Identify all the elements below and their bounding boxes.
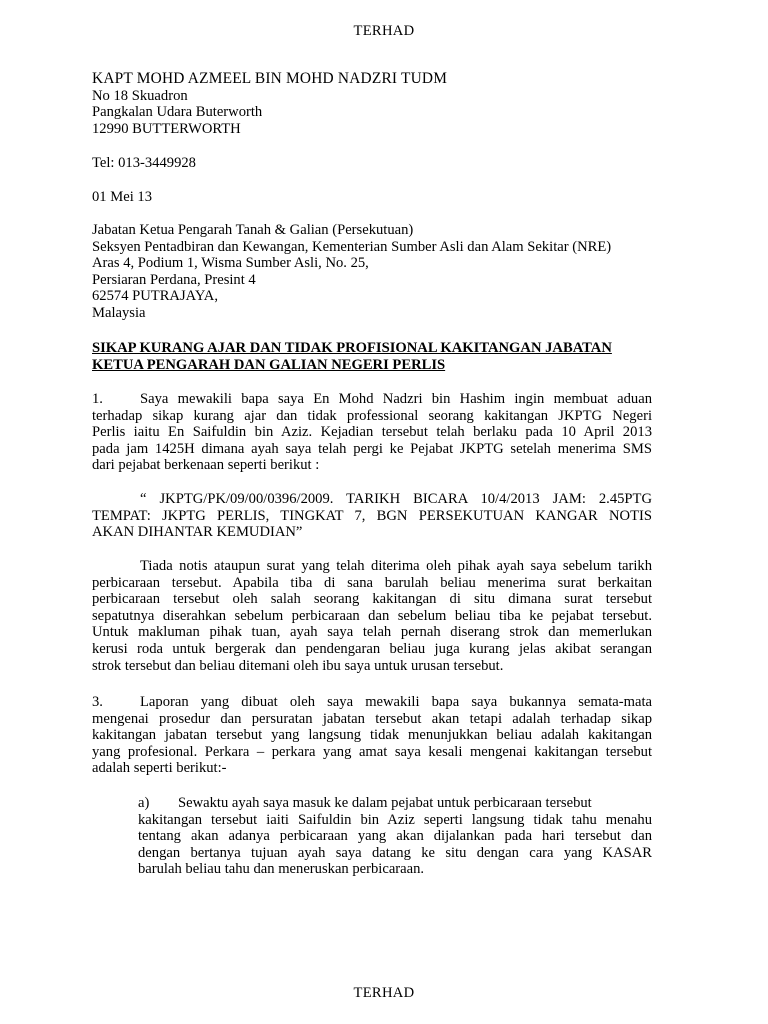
quote-line: AKAN DIHANTAR KEMUDIAN” bbox=[92, 524, 303, 541]
paragraph-first-line bbox=[92, 694, 652, 711]
sender-name: KAPT MOHD AZMEEL BIN MOHD NADZRI TUDM bbox=[92, 70, 448, 87]
item-line: barulah beliau tahu dan meneruskan perbicaraan. bbox=[138, 861, 425, 878]
item-text: Sewaktu ayah saya masuk ke dalam pejabat untuk perbicaraan tersebut bbox=[178, 795, 592, 811]
paragraph-line: perbicaraan tersebut. Apabila tiba di sana barulah beliau menerima surat berkaitan bbox=[92, 574, 652, 591]
paragraph-line: Untuk makluman pihak tuan, ayah saya telah pernah diserang strok dan memerlukan bbox=[92, 624, 652, 641]
paragraph-number: 3. bbox=[92, 694, 103, 710]
recipient-line: Seksyen Pentadbiran dan Kewangan, Kementerian Sumber Asli dan Alam Sekitar (NRE) bbox=[92, 238, 612, 255]
sender-line: No 18 Skuadron bbox=[92, 87, 188, 104]
item-line: dengan bertanya tujuan ayah saya datang ke situ dengan cara yang KASAR bbox=[138, 844, 652, 861]
paragraph-first-line bbox=[92, 391, 652, 408]
paragraph-3 bbox=[92, 694, 652, 777]
sender-line: Pangkalan Udara Buterworth bbox=[92, 104, 263, 121]
paragraph-line: adalah seperti berikut:- bbox=[92, 760, 227, 777]
recipient-address bbox=[92, 222, 652, 322]
paragraph-line: Perlis iaitu En Saifuldin bin Aziz. Kejadian tersebut telah berlaku pada 10 April 2013 bbox=[92, 424, 652, 441]
item-line: kakitangan tersebut iaiti Saifuldin bin Aziz seperti langsung tidak tahu menahu bbox=[138, 811, 652, 828]
paragraph-2 bbox=[92, 558, 652, 674]
recipient-line: Persiaran Perdana, Presint 4 bbox=[92, 271, 256, 288]
recipient-line: Malaysia bbox=[92, 304, 146, 321]
paragraph-first-line bbox=[92, 558, 652, 575]
subject-line: KETUA PENGARAH DAN GALIAN NEGERI PERLIS bbox=[92, 356, 446, 373]
paragraph-line: mengenai prosedur dan persuratan jabatan tersebut akan tetapi adalah terhadap sikap bbox=[92, 710, 652, 727]
item-label: a) bbox=[138, 795, 150, 811]
list-item-a bbox=[138, 795, 652, 878]
paragraph-line: terhadap sikap kurang ajar dan tidak professional seorang kakitangan JKPTG Negeri bbox=[92, 407, 652, 424]
letter-subject bbox=[92, 340, 652, 373]
item-first-line bbox=[138, 795, 652, 812]
paragraph-1 bbox=[92, 391, 652, 474]
classification-marking-top: TERHAD bbox=[353, 23, 415, 39]
paragraph-line: perbicaraan tersebut oleh salah seorang kakitangan di situ dimana surat tersebut bbox=[92, 591, 652, 608]
paragraph-text: Saya mewakili bapa saya En Mohd Nadzri bin Hashim ingin membuat aduan bbox=[140, 391, 652, 407]
quoted-sms bbox=[92, 491, 652, 541]
paragraph-line: dari pejabat berkenaan seperti berikut : bbox=[92, 457, 320, 474]
paragraph-line: strok tersebut dan beliau ditemani oleh ibu saya untuk urusan tersebut. bbox=[92, 657, 504, 674]
letter-date: 01 Mei 13 bbox=[92, 189, 152, 205]
paragraph-number: 1. bbox=[92, 391, 103, 407]
sender-line: 12990 BUTTERWORTH bbox=[92, 120, 241, 137]
quote-line: TEMPAT: JKPTG PERLIS, TINGKAT 7, BGN PERSEKUTUAN KANGAR NOTIS bbox=[92, 507, 652, 524]
quote-first-line bbox=[92, 491, 652, 508]
paragraph-line: kakitangan jabatan tersebut yang langsung tidak menunjukkan beliau adalah kakitangan bbox=[92, 727, 652, 744]
recipient-line: Jabatan Ketua Pengarah Tanah & Galian (Persekutuan) bbox=[92, 222, 414, 238]
paragraph-line: pada jam 1425H dimana ayah saya telah pergi ke Pejabat JKPTG setelah menerima SMS bbox=[92, 440, 652, 457]
classification-marking-bottom: TERHAD bbox=[353, 985, 415, 1001]
paragraph-line: kerusi roda untuk bergerak dan pendengaran beliau juga kurang jelas akibat serangan bbox=[92, 640, 652, 657]
recipient-line: 62574 PUTRAJAYA, bbox=[92, 288, 218, 305]
quote-text: “ JKPTG/PK/09/00/0396/2009. TARIKH BICARA 10/4/2013 JAM: 2.45PTG bbox=[140, 491, 652, 507]
paragraph-line: yang profesional. Perkara – perkara yang amat saya kesali mengenai kakitangan tersebut bbox=[92, 743, 652, 760]
paragraph-line: sepatutnya diserahkan sebelum perbicaraan dan sebelum beliau tiba ke pejabat tersebut. bbox=[92, 607, 652, 624]
sender-telephone: Tel: 013-3449928 bbox=[92, 155, 196, 171]
subject-line: SIKAP KURANG AJAR DAN TIDAK PROFISIONAL KAKITANGAN JABATAN bbox=[92, 340, 612, 356]
paragraph-text: Laporan yang dibuat oleh saya mewakili bapa saya bukannya semata-mata bbox=[140, 694, 652, 710]
item-line: tentang akan adanya perbicaraan yang akan dijalankan pada hari tersebut dan bbox=[138, 828, 652, 845]
paragraph-text: Tiada notis ataupun surat yang telah diterima oleh pihak ayah saya sebelum tarikh bbox=[140, 558, 652, 574]
recipient-line: Aras 4, Podium 1, Wisma Sumber Asli, No. 25, bbox=[92, 255, 369, 272]
sender-address bbox=[92, 71, 652, 137]
